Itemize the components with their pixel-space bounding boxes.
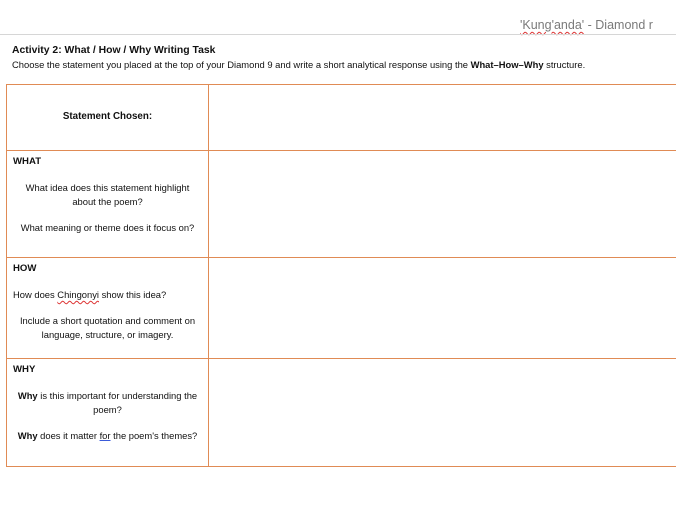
- statement-label: Statement Chosen:: [62, 111, 153, 122]
- header-title-word: 'Kung'anda': [520, 18, 585, 32]
- what-prompt-2: What meaning or theme does it focus on?: [20, 222, 195, 233]
- poet-name: Chingonyi: [57, 289, 99, 300]
- how-prompt-1-end: show this idea?: [99, 289, 167, 300]
- what-prompt-cell: [7, 151, 209, 258]
- why-prompt-2-bold: Why: [17, 430, 38, 441]
- why-prompt-2: [13, 429, 202, 443]
- document-header: [520, 18, 653, 32]
- writing-task-table: [6, 84, 676, 467]
- why-prompt-1-bold: Why: [17, 390, 38, 401]
- what-answer-cell[interactable]: [209, 151, 676, 258]
- statement-answer-cell[interactable]: [209, 85, 676, 151]
- why-row: [7, 359, 676, 467]
- why-prompt-1: [13, 389, 202, 417]
- why-prompt-2-for: for: [99, 430, 111, 441]
- header-title-rest: - Diamond r: [584, 18, 653, 32]
- statement-row: [7, 85, 676, 151]
- why-title: WHY: [13, 364, 36, 375]
- header-divider: [0, 34, 676, 35]
- activity-title: Activity 2: What / How / Why Writing Task: [12, 45, 216, 56]
- what-prompt-1: What idea does this statement highlight about the poem?: [25, 182, 190, 207]
- activity-instructions: [12, 59, 585, 70]
- why-prompt-2-rest: the poem's themes?: [110, 430, 198, 441]
- how-prompt-cell: [7, 258, 209, 359]
- why-prompt-2-mid: does it matter: [37, 430, 100, 441]
- how-prompt-1-start: How does: [13, 289, 58, 300]
- instructions-end: structure.: [543, 59, 586, 70]
- how-prompt-2: Include a short quotation and comment on language, structure, or imagery.: [19, 315, 196, 340]
- what-title: WHAT: [13, 156, 42, 167]
- what-row: [7, 151, 676, 258]
- statement-label-cell: [7, 85, 209, 151]
- instructions-structure: What–How–Why: [470, 59, 544, 70]
- how-row: [7, 258, 676, 359]
- why-answer-cell[interactable]: [209, 359, 676, 467]
- how-title: HOW: [13, 263, 37, 274]
- why-prompt-1-rest: is this important for understanding the poem?: [37, 390, 198, 415]
- instructions-text: Choose the statement you placed at the top of your Diamond 9 and write a short analytical response using the: [12, 59, 471, 70]
- how-answer-cell[interactable]: [209, 258, 676, 359]
- why-prompt-cell: [7, 359, 209, 467]
- how-prompt-1: [13, 288, 202, 302]
